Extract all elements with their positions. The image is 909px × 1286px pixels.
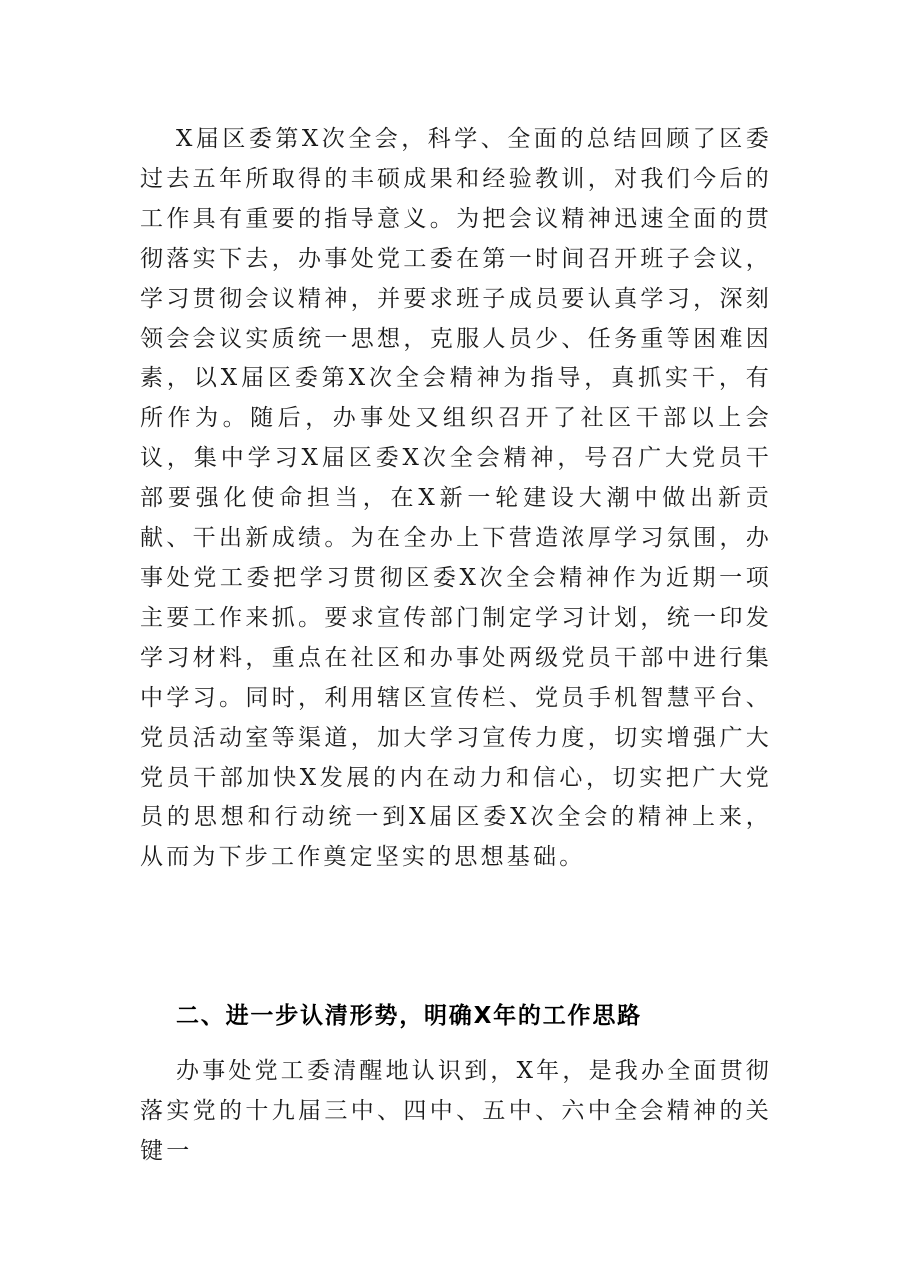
body-paragraph-2: 办事处党工委清醒地认识到，X年，是我办全面贯彻落实党的十九届三中、四中、五中、六中全会精神的关键一: [140, 1058, 772, 1164]
section-heading: 二、进一步认清形势，明确X年的工作思路: [176, 1003, 642, 1029]
body-paragraph-1: X届区委第X次全会，科学、全面的总结回顾了区委过去五年所取得的丰硕成果和经验教训，对我们今后的工作具有重要的指导意义。为把会议精神迅速全面的贯彻落实下去，办事处党工委在第一时间召开班子会议，学习贯彻会议精神，并要求班子成员要认真学习，深刻领会会议实质统一思想，克服人员少、任务重等困难因素，以X届区委第X次全会精神为指导，真抓实干，有所作为。随后，办事处又组织召开了社区干部以上会议，集中学习X届区委X次全会精神，号召广大党员干部要强化使命担当，在X新一轮建设大潮中做出新贡献、干出新成绩。为在全办上下营造浓厚学习氛围，办事处党工委把学习贯彻区委X次全会精神作为近期一项主要工作来抓。要求宣传部门制定学习计划，统一印发学习材料，重点在社区和办事处两级党员干部中进行集中学习。同时，利用辖区宣传栏、党员手机智慧平台、党员活动室等渠道，加大学习宣传力度，切实增强广大党员干部加快X发展的内在动力和信心，切实把广大党员的思想和行动统一到X届区委X次全会的精神上来，从而为下步工作奠定坚实的思想基础。: [140, 126, 772, 871]
